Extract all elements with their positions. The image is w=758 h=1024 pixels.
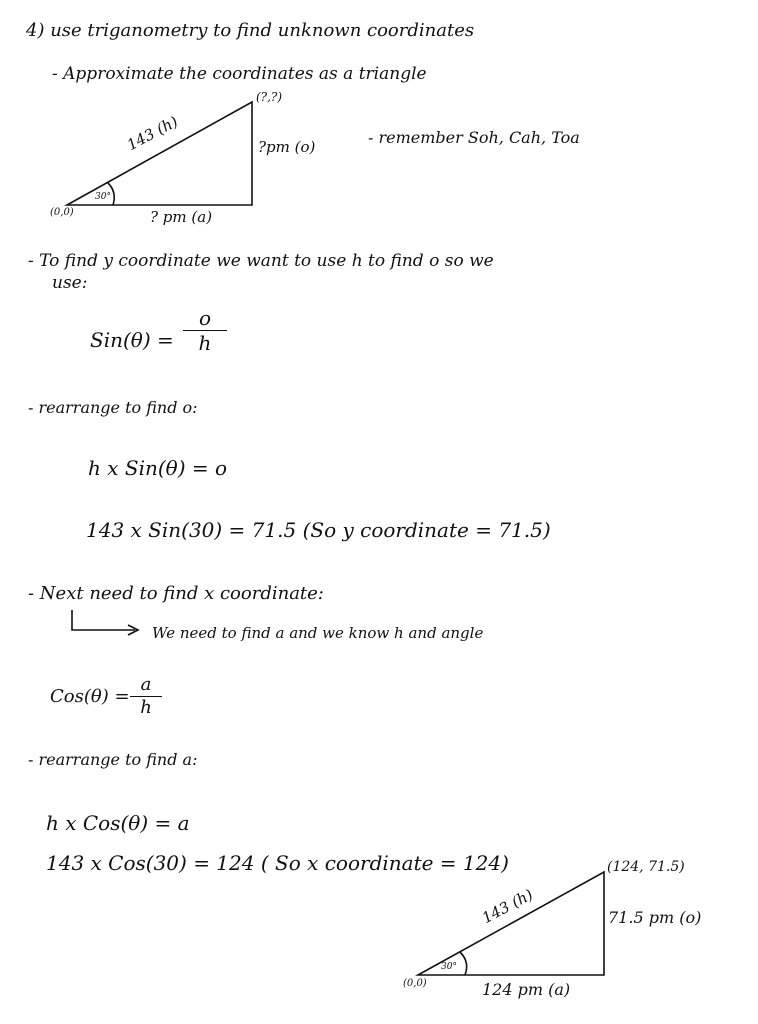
triangle-2-angle-arc (460, 952, 467, 975)
triangle-2-adjacent-label: 124 pm (a) (482, 980, 571, 999)
rearrange-o-step: - rearrange to find o: (28, 398, 198, 417)
triangle-1-outline (67, 102, 252, 205)
equation-h-sin: h x Sin(θ) = o (88, 456, 228, 480)
triangle-1-angle-label: 30° (95, 192, 111, 202)
calculation-x: 143 x Cos(30) = 124 ( So x coordinate = 124) (46, 851, 509, 875)
triangle-1-apex-label: (?,?) (256, 90, 283, 104)
triangle-2-apex-label: (124, 71.5) (607, 859, 685, 875)
cos-numerator: a (140, 674, 152, 695)
calculation-y: 143 x Sin(30) = 71.5 (So y coordinate = 71.5) (86, 518, 551, 542)
triangle-1-hypotenuse-label: 143 (h) (124, 112, 181, 155)
triangle-2-outline (418, 872, 604, 975)
reminder-soh-cah-toa: - remember Soh, Cah, Toa (368, 128, 580, 147)
triangle-1-shape (67, 102, 252, 205)
triangle-2-shape (418, 872, 604, 975)
sin-numerator: o (198, 306, 212, 330)
triangle-1-origin-label: (0,0) (50, 207, 74, 218)
page-heading: 4) use triganometry to find unknown coordinates (26, 20, 475, 41)
triangle-2-opposite-label: 71.5 pm (o) (608, 908, 702, 927)
sin-equation-fraction (183, 308, 227, 353)
arrow-connector (72, 610, 138, 635)
y-intro-line-2: use: (52, 273, 88, 293)
triangle-2-hypotenuse-label: 143 (h) (479, 885, 536, 928)
triangle-2-origin-label: (0,0) (403, 978, 427, 989)
x-intro: - Next need to find x coordinate: (28, 583, 324, 604)
x-note: We need to find a and we know h and angle (152, 624, 484, 642)
cos-equation-lhs: Cos(θ) = (50, 686, 130, 707)
rearrange-a-step: - rearrange to find a: (28, 750, 198, 769)
triangle-2-angle-label: 30° (441, 962, 457, 972)
cos-equation-fraction (130, 676, 162, 717)
step-approximate: - Approximate the coordinates as a triangle (52, 64, 427, 84)
cos-denominator: h (140, 697, 152, 718)
sin-denominator: h (198, 331, 212, 355)
equation-h-cos: h x Cos(θ) = a (46, 811, 190, 835)
triangle-1-opposite-label: ?pm (o) (258, 138, 316, 156)
y-intro-line-1: - To find y coordinate we want to use h to find o so we (28, 251, 494, 271)
triangle-1-adjacent-label: ? pm (a) (150, 208, 213, 226)
sin-equation-lhs: Sin(θ) = (90, 328, 174, 352)
